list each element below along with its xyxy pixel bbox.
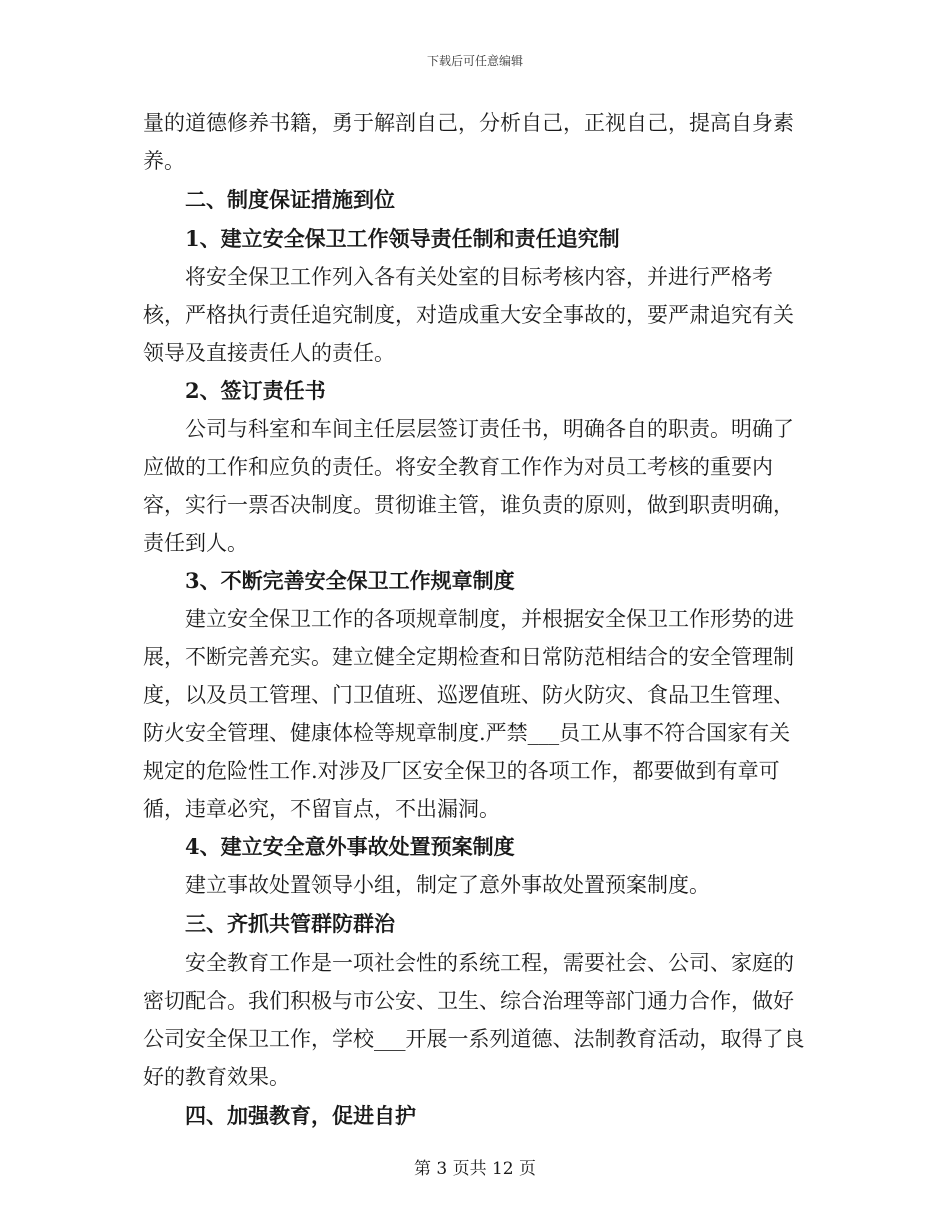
paragraph-continued: 量的道德修养书籍，勇于解剖自己，分析自己，正视自己，提高自身素养。 bbox=[143, 111, 794, 173]
subheading-2: 2、签订责任书 bbox=[185, 378, 326, 403]
paragraph-1: 将安全保卫工作列入各有关处室的目标考核内容，并进行严格考核，严格执行责任追究制度，对造成重大安全事故的，要严肃追究有关领导及直接责任人的责任。 bbox=[143, 265, 794, 365]
page-header: 下载后可任意编辑 bbox=[426, 54, 523, 68]
page-footer: 第 3 页共 12 页 bbox=[413, 1159, 537, 1179]
section-heading-3: 三、齐抓共管群防群治 bbox=[185, 911, 395, 936]
subheading-4: 4、建立安全意外事故处置预案制度 bbox=[185, 834, 515, 859]
paragraph-4: 建立事故处置领导小组，制定了意外事故处置预案制度。 bbox=[185, 873, 710, 897]
paragraph-5: 安全教育工作是一项社会性的系统工程，需要社会、公司、家庭的密切配合。我们积极与市公安、卫生、综合治理等部门通力合作，做好公司安全保卫工作，学校___开展一系列道德、法制教育活动，取得了良好的教育效果。 bbox=[143, 951, 805, 1089]
subheading-3: 3、不断完善安全保卫工作规章制度 bbox=[185, 568, 515, 593]
section-heading-4: 四、加强教育，促进自护 bbox=[185, 1103, 416, 1128]
paragraph-3: 建立安全保卫工作的各项规章制度，并根据安全保卫工作形势的进展，不断完善充实。建立健全定期检查和日常防范相结合的安全管理制度，以及员工管理、门卫值班、巡逻值班、防火防灾、食品卫生管理、防火安全管理、健康体检等规章制度.严禁___员工从事不符合国家有关规定的危险性工作.对涉及厂区安全保卫的各项工作，都要做到有章可循，违章必究，不留盲点，不出漏洞。 bbox=[143, 607, 794, 821]
paragraph-2: 公司与科室和车间主任层层签订责任书，明确各自的职责。明确了应做的工作和应负的责任。将安全教育工作作为对员工考核的重要内容，实行一票否决制度。贯彻谁主管，谁负责的原则，做到职责明确，责任到人。 bbox=[143, 417, 794, 555]
section-heading-2: 二、制度保证措施到位 bbox=[185, 187, 395, 212]
document-body bbox=[143, 104, 807, 1136]
subheading-1: 1、建立安全保卫工作领导责任制和责任追究制 bbox=[185, 226, 620, 251]
